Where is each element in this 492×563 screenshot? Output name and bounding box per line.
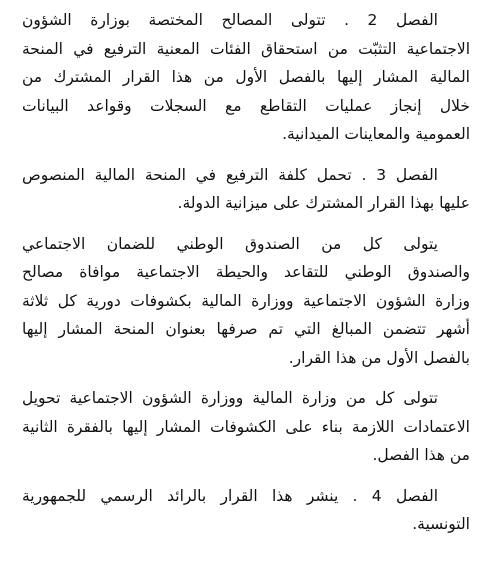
text-line: الاعتمادات اللازمة بناء على الكشوفات المشار إليها بالفقرة الثانية [22,417,470,436]
paragraph-chapter-3-third [22,384,470,470]
text-line: من هذا الفصل. [372,446,470,464]
text-line: خلال إنجاز عمليات التقاطع مع السجلات وقواعد البيانات [22,96,470,115]
text-line: الفصل 4 . ينشر هذا القرار بالرائد الرسمي للجمهورية [22,486,438,505]
text-line: وزارة الشؤون الاجتماعية ووزارة المالية بكشوفات دورية كل ثلاثة [22,291,470,310]
text-line: أشهر تتضمن المبالغ التي تم صرفها بعنوان المنحة المشار إليها [22,320,470,338]
text-line: الفصل 2 . تتولى المصالح المختصة بوزارة الشؤون [22,11,438,29]
text-line: المالية المشار إليها بالفصل الأول من هذا القرار المشترك من [22,68,470,86]
text-line: الاجتماعية التثبّت من استحقاق الفئات المعنية الترفيع في المنحة [22,39,470,58]
text-line: عليها بهذا القرار المشترك على ميزانية الدولة. [177,194,470,212]
text-line: والصندوق الوطني للتقاعد والحيطة الاجتماعية موافاة مصالح [22,263,470,281]
text-line: تتولى كل من وزارة المالية ووزارة الشؤون الاجتماعية تحويل [22,389,438,407]
paragraph-chapter-3-second [22,230,470,373]
text-line: بالفصل الأول من هذا القرار. [288,348,470,367]
text-line: الفصل 3 . تحمل كلفة الترفيع في المنحة المالية المنصوص [22,165,438,184]
paragraph-chapter-3 [22,161,470,218]
paragraph-chapter-2 [22,6,470,149]
text-line: يتولى كل من الصندوق الوطني للضمان الاجتماعي [22,234,438,253]
paragraph-chapter-4 [22,482,470,539]
text-line: التونسية. [412,515,470,533]
text-line: العمومية والمعاينات الميدانية. [282,125,470,143]
